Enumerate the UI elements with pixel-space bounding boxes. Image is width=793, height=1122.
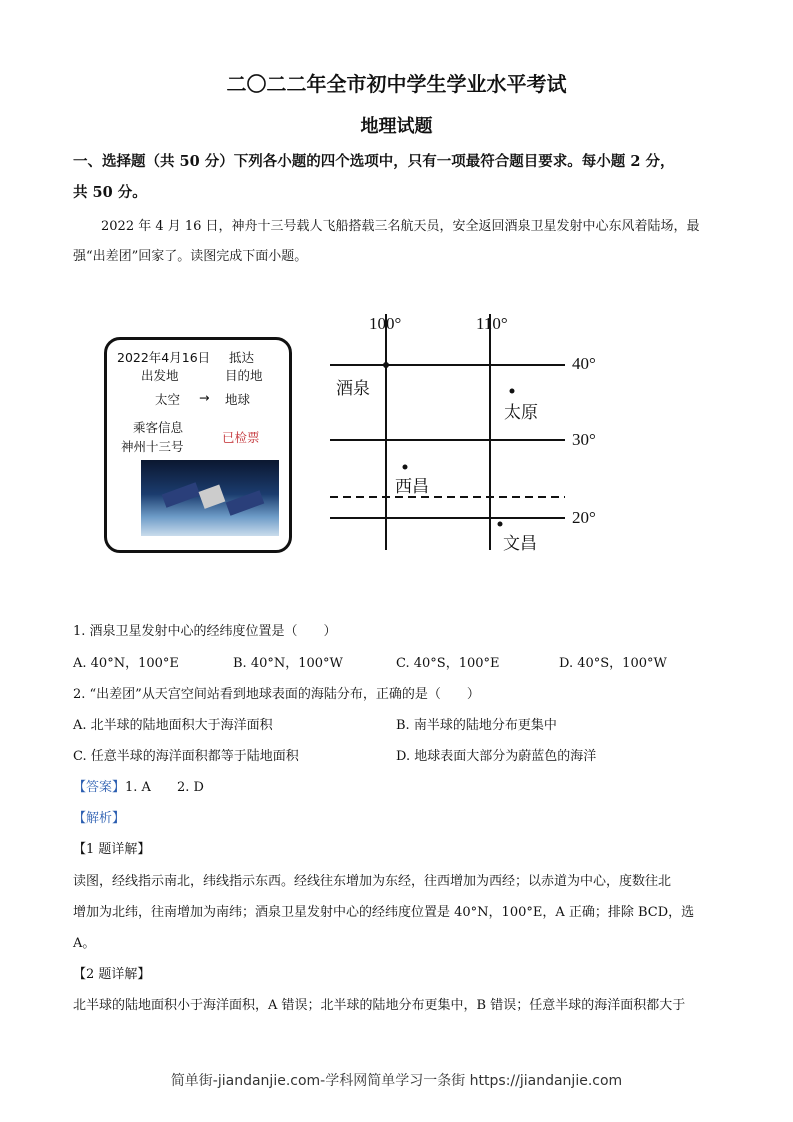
detail-2-heading: 【2 题详解】: [73, 967, 151, 982]
q2-option-b: B. 南半球的陆地分布更集中: [396, 718, 557, 733]
intro-text: 2022 年 4 月 16 日，神舟十三号载人飞船搭载三名航天员，安全返回酒泉卫星发射中心东风着陆场，最: [101, 219, 700, 234]
ticket-to-label2: 目的地: [225, 368, 263, 383]
detail-1-line: 读图，经线指示南北，纬线指示东西。经线往东增加为东经，往西增加为西经；以赤道为中心，度数往北: [73, 874, 672, 889]
q2-option-a: A. 北半球的陆地面积大于海洋面积: [73, 718, 273, 733]
q1-option-c: C. 40°S，100°E: [396, 656, 500, 671]
boarding-ticket-figure: [104, 337, 292, 553]
place-jiuquan: 酒泉: [336, 379, 370, 398]
lat-label-30: 30°: [572, 430, 596, 449]
exam-title: 二〇二二年全市初中学生学业水平考试: [226, 72, 567, 96]
q1-option-a: A. 40°N，100°E: [73, 656, 179, 671]
ticket-stamp: 已检票: [222, 430, 260, 445]
place-taiyuan: 太原: [504, 403, 538, 422]
q2-option-d: D. 地球表面大部分为蔚蓝色的海洋: [396, 749, 597, 764]
place-xichang: 西昌: [395, 477, 429, 496]
lat-label-20: 20°: [572, 508, 596, 527]
section-heading: 一、选择题（共 50 分）下列各小题的四个选项中，只有一项最符合题目要求。每小题 2 分，: [73, 153, 675, 170]
ticket-ship: 神州十三号: [121, 439, 184, 454]
answer-label: 【答案】: [73, 780, 126, 795]
footer-watermark: 简单街-jiandanjie.com-学科网简单学习一条街 https://jiandanjie.com: [170, 1073, 623, 1089]
intro-text-cont: 强“出差团”回家了。读图完成下面小题。: [73, 249, 308, 264]
section-heading-cont: 共 50 分。: [73, 184, 147, 201]
q2-option-c: C. 任意半球的海洋面积都等于陆地面积: [73, 749, 299, 764]
ticket-to-label: 抵达: [229, 350, 255, 365]
ticket-from: 太空: [155, 392, 181, 407]
ticket-passenger: 乘客信息: [133, 420, 184, 435]
exam-subtitle: 地理试题: [360, 116, 433, 137]
lon-label-100: 100°: [369, 314, 402, 333]
question-2: 2. “出差团”从天宫空间站看到地球表面的海陆分布，正确的是（ ）: [73, 687, 480, 702]
detail-1-line: A。: [73, 936, 96, 951]
question-1: 1. 酒泉卫星发射中心的经纬度位置是（ ）: [73, 624, 337, 639]
arrow-icon: →: [199, 390, 210, 405]
place-wenchang: 文昌: [503, 534, 537, 553]
ticket-to: 地球: [225, 392, 251, 407]
analysis-label: 【解析】: [73, 811, 126, 826]
detail-2-line: 北半球的陆地面积小于海洋面积，A 错误；北半球的陆地分布更集中，B 错误；任意半球的海洋面积都大于: [73, 998, 686, 1013]
detail-1-line: 增加为北纬，往南增加为南纬；酒泉卫星发射中心的经纬度位置是 40°N，100°E，A 正确；排除 BCD，选: [73, 905, 695, 920]
detail-1-heading: 【1 题详解】: [73, 842, 151, 857]
answer-line: [73, 776, 204, 795]
q1-option-d: D. 40°S，100°W: [559, 656, 667, 671]
spacecraft-image: [141, 460, 279, 536]
lon-label-110: 110°: [476, 314, 508, 333]
lat-label-40: 40°: [572, 354, 596, 373]
q1-option-b: B. 40°N，100°W: [233, 656, 343, 671]
ticket-date: 2022年4月16日: [117, 350, 211, 365]
answer-text: 1. A 2. D: [125, 780, 204, 795]
ticket-from-label: 出发地: [141, 368, 179, 383]
